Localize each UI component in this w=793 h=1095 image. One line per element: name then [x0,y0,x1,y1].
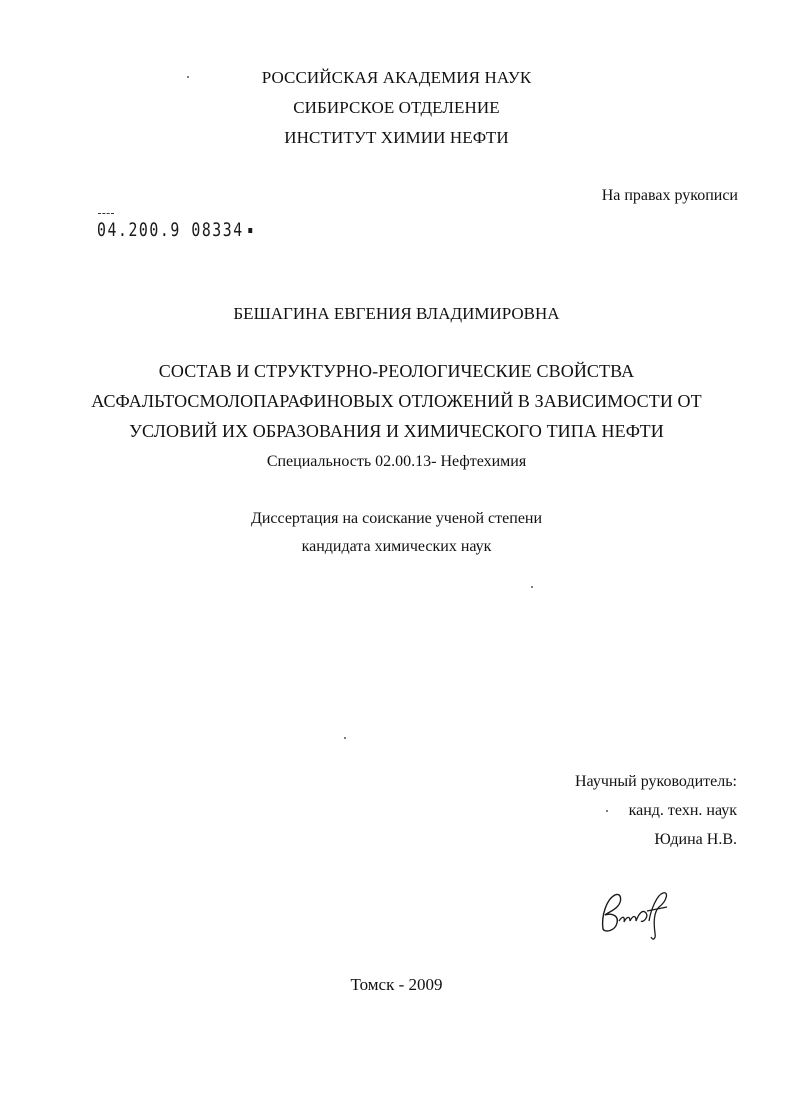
specialty: Специальность 02.00.13- Нефтехимия [266,453,527,470]
catalog-number-text: 04.200.9 08334 [97,219,244,241]
supervisor-label: Научный руководитель: [574,773,737,790]
scan-speck [344,737,346,739]
stamp-dot [248,228,252,233]
signature-mark [597,885,677,945]
degree-line-1: Диссертация на соискание ученой степени [250,510,543,527]
author-name: БЕШАГИНА ЕВГЕНИЯ ВЛАДИМИРОВНА [233,304,560,323]
title-line-1: СОСТАВ И СТРУКТУРНО-РЕОЛОГИЧЕСКИЕ СВОЙСТВА [158,361,635,381]
manuscript-note: На правах рукописи [601,187,738,204]
academy-name: РОССИЙСКАЯ АКАДЕМИЯ НАУК [261,68,532,87]
title-line-3: УСЛОВИЙ ИХ ОБРАЗОВАНИЯ И ХИМИЧЕСКОГО ТИПА НЕФТИ [129,421,664,441]
catalog-number [97,219,252,241]
branch-name: СИБИРСКОЕ ОТДЕЛЕНИЕ [293,98,500,117]
degree-line-2: кандидата химических наук [301,538,492,555]
scan-speck [531,586,533,588]
supervisor-rank: канд. техн. наук [628,802,737,819]
title-line-2: АСФАЛЬТОСМОЛОПАРАФИНОВЫХ ОТЛОЖЕНИЙ В ЗАВИСИМОСТИ ОТ [91,391,702,411]
stamp-mark [98,213,114,216]
supervisor-name: Юдина Н.В. [654,831,737,848]
scan-speck [187,76,189,78]
institute-name: ИНСТИТУТ ХИМИИ НЕФТИ [284,128,509,147]
city-year: Томск - 2009 [350,975,443,994]
scan-speck [606,810,608,812]
